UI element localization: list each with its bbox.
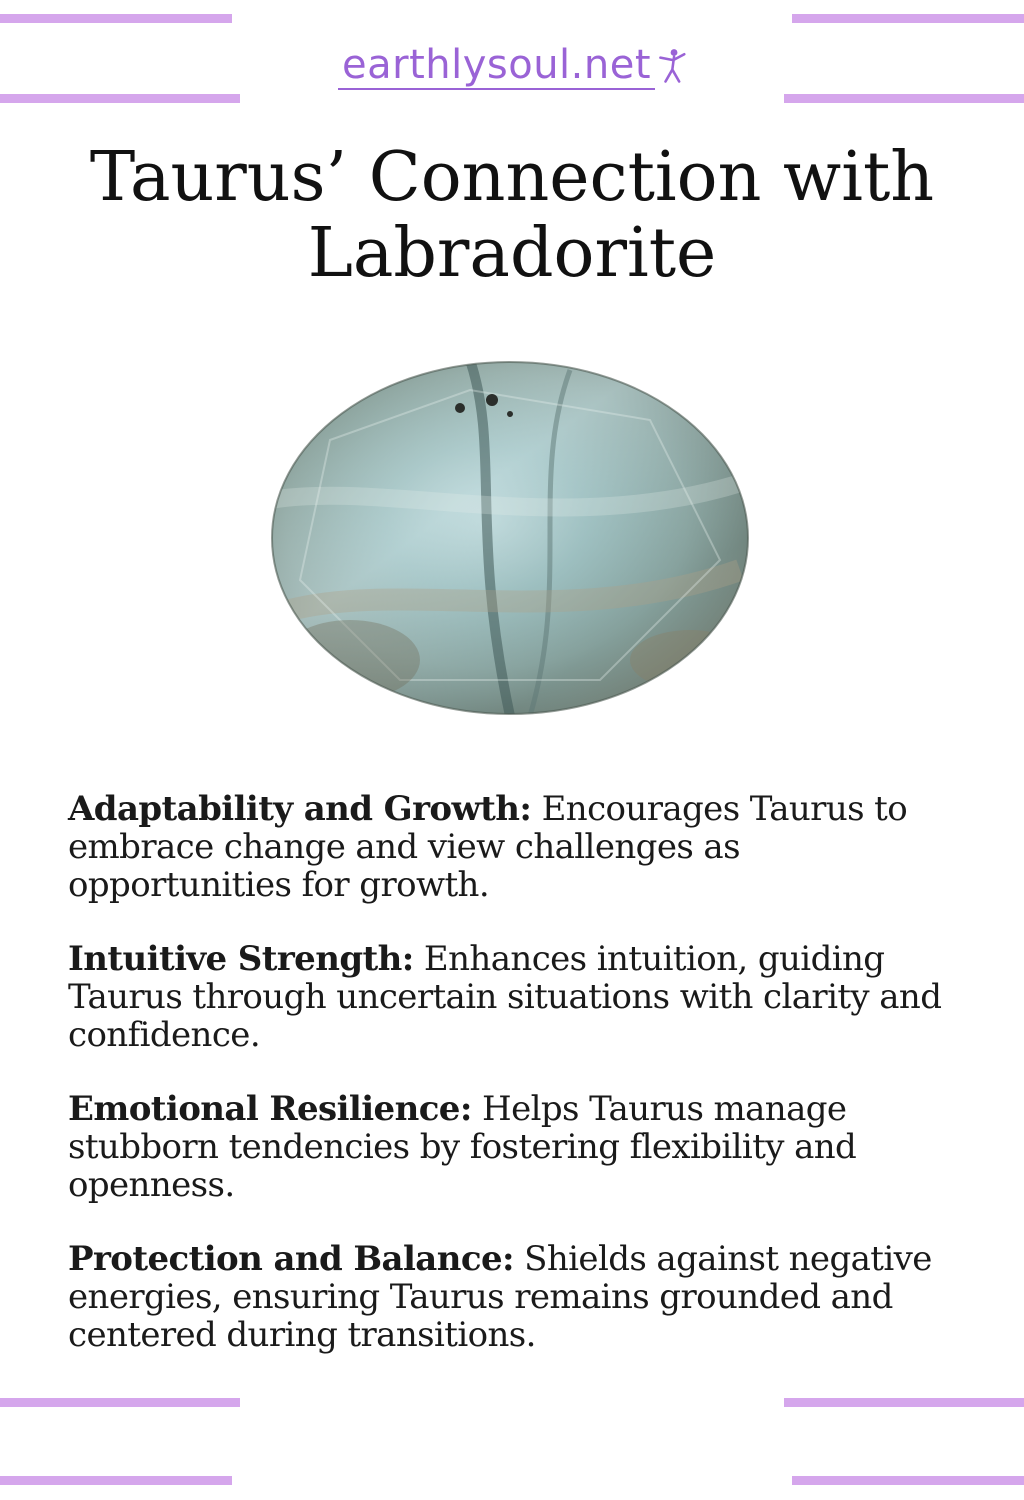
- logo-text: earthlysoul.net: [338, 42, 655, 90]
- property-text: Enhances intuition, guiding Taurus through uncertain situations with clarity and confidence.: [68, 939, 942, 1055]
- site-logo[interactable]: [338, 36, 686, 90]
- title-line-2: Labradorite: [307, 214, 717, 293]
- page-title: [40, 140, 984, 292]
- decorative-bar-top-right-upper: [792, 14, 1024, 23]
- property-label: Protection and Balance:: [68, 1239, 514, 1279]
- decorative-bar-bottom-left-upper: [0, 1398, 240, 1407]
- decorative-bar-bottom-left-lower: [0, 1476, 232, 1485]
- property-resilience: [68, 1090, 968, 1204]
- property-label: Emotional Resilience:: [68, 1089, 472, 1129]
- property-text: Encourages Taurus to embrace change and view challenges as opportunities for growth.: [68, 789, 908, 905]
- decorative-bar-top-right-lower: [784, 94, 1024, 103]
- property-intuition: [68, 940, 968, 1054]
- property-text: Helps Taurus manage stubborn tendencies by fostering flexibility and openness.: [68, 1089, 857, 1205]
- property-label: Intuitive Strength:: [68, 939, 414, 979]
- decorative-bar-top-left-lower: [0, 94, 240, 103]
- decorative-bar-bottom-right-upper: [784, 1398, 1024, 1407]
- property-adaptability: [68, 790, 968, 904]
- decorative-bar-bottom-right-lower: [792, 1476, 1024, 1485]
- labradorite-stone-image: [270, 360, 750, 716]
- property-label: Adaptability and Growth:: [68, 789, 532, 829]
- yoga-figure-icon: [657, 44, 686, 90]
- property-text: Shields against negative energies, ensuring Taurus remains grounded and centered during transitions.: [68, 1239, 932, 1355]
- properties-list: [68, 790, 968, 1390]
- decorative-bar-top-left-upper: [0, 14, 232, 23]
- title-line-1: Taurus’ Connection with: [89, 138, 935, 217]
- property-protection: [68, 1240, 968, 1354]
